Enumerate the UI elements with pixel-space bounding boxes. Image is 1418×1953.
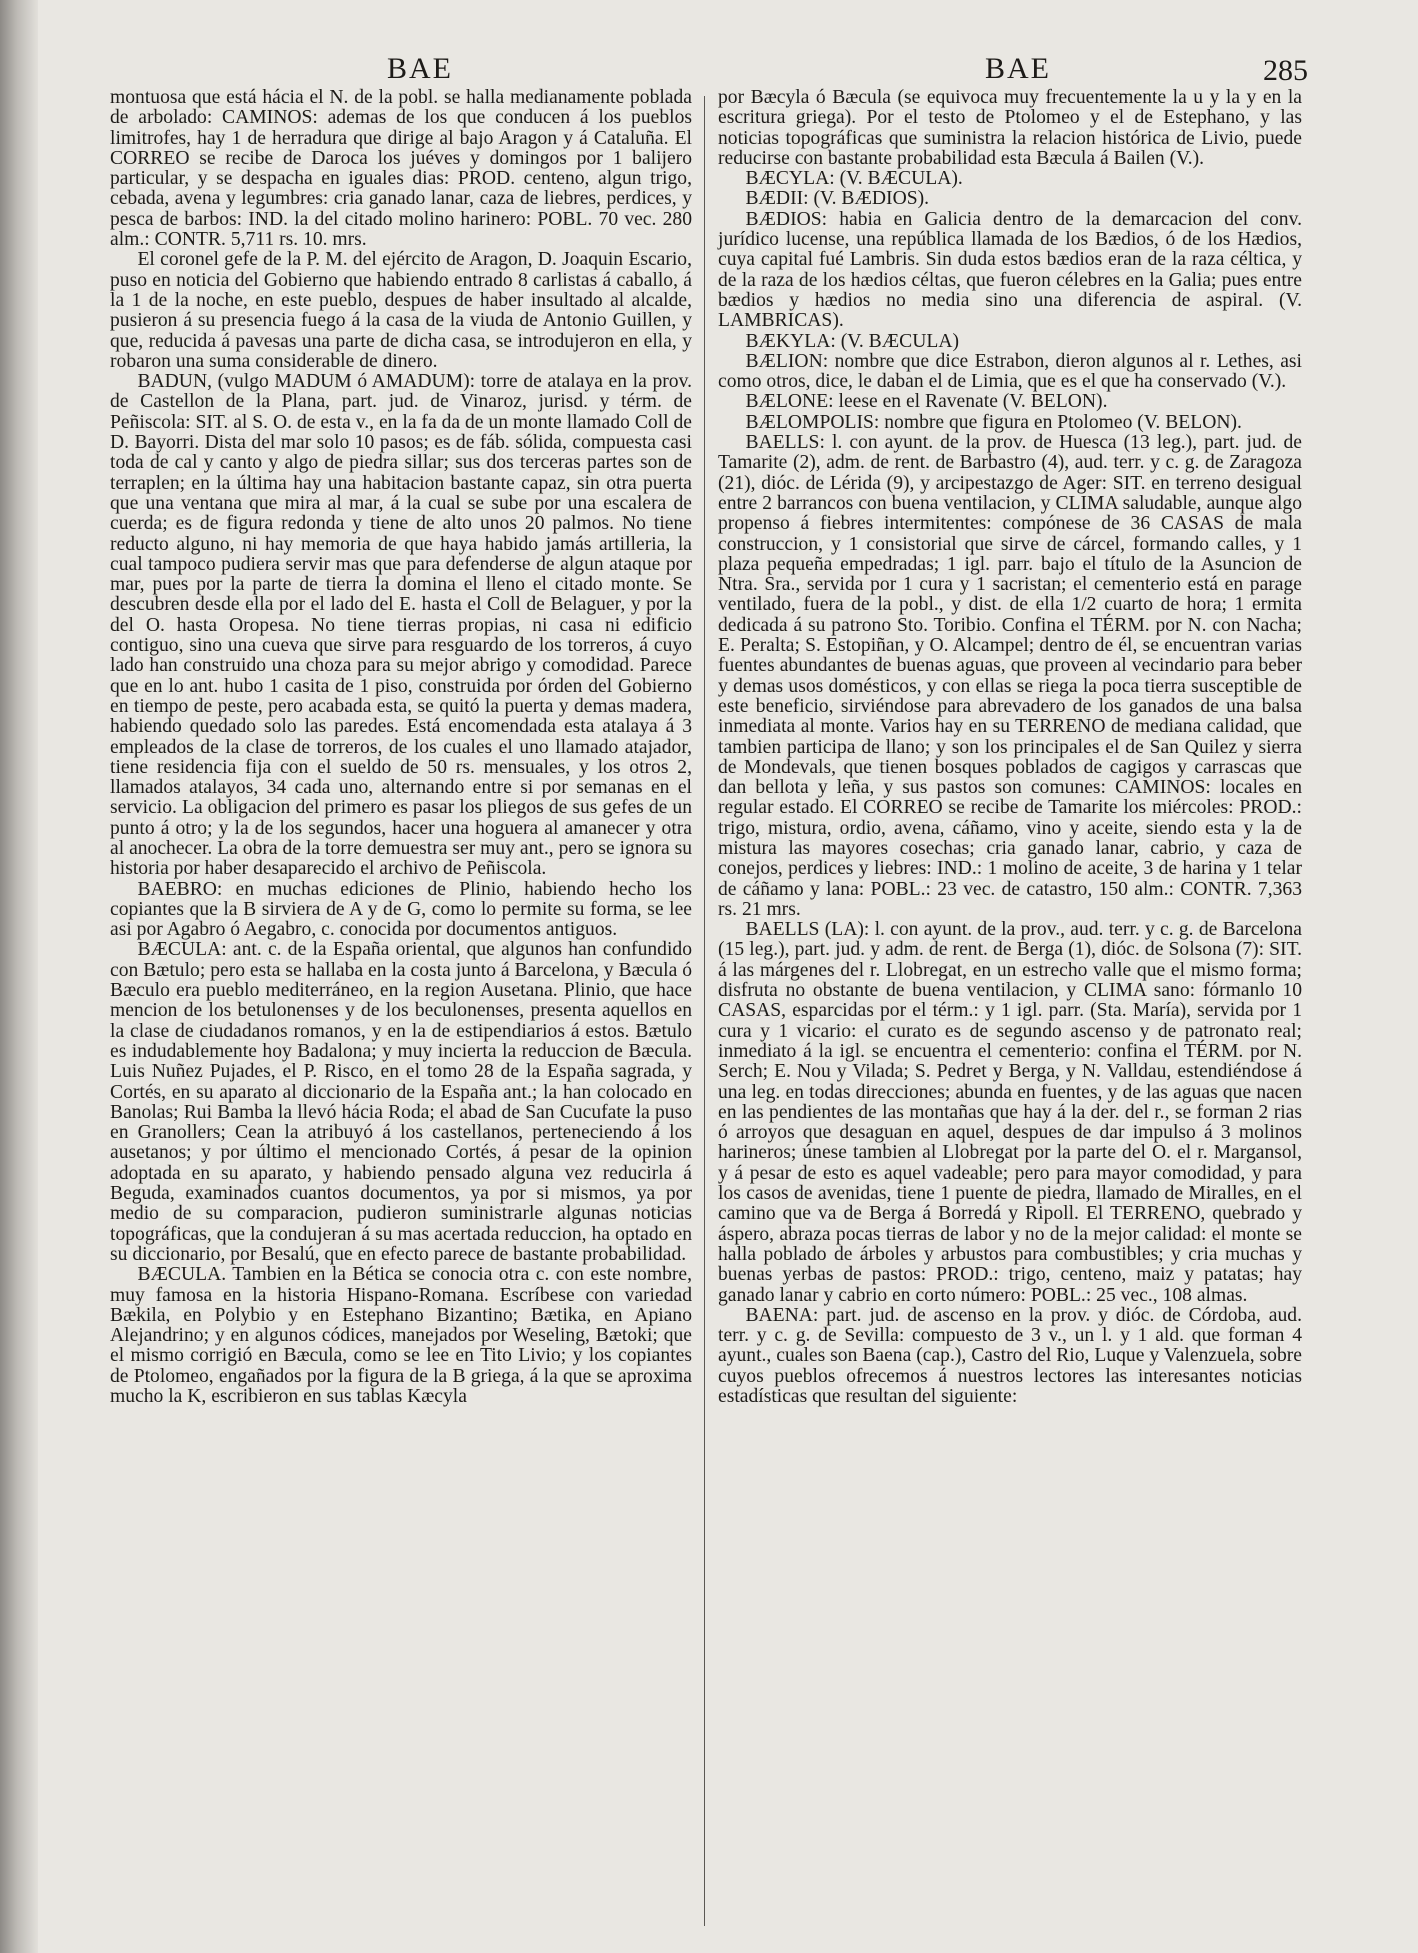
paragraph: BÆLOMPOLIS: nombre que figura en Ptolomeo (V. BELON). <box>745 411 1242 433</box>
paragraph: BADUN, (vulgo MADUM ó AMADUM): torre de atalaya en la prov. de Castellon de la Plana, part. jud. de Vinaroz, jurisd. y térm. de Peñiscola: SIT. al S. O. de esta v., en la fa da de un monte llamado Coll de D. Bayorri. Dista del mar solo 10 pasos; es de fáb. sólida, compuesta casi toda de cal y canto y algo de piedra sillar; sus dos terceras partes son de terraplen; en la última hay una habitacion bastante capaz, sin otra puerta que una ventana que mira al mar, á la cual se sube por una escalera de cuerda; es de figura redonda y tiene de alto unos 20 palmos. No tiene reducto alguno, ni hay memoria de que haya habido jamás artilleria, la cual tampoco pudiera servir mas que para defenderse de algun ataque por mar, pues por la parte de tierra la domina el lleno el citado monte. Se descubren desde ella por el lado del E. hasta el Coll de Belaguer, y por la del O. hasta Oropesa. No tiene tierras propias, ni casa ni edificio contiguo, sino una cueva que sirve para resguardo de los torreros, á cuyo lado han construido una choza para su mejor abrigo y comodidad. Parece que en lo ant. hubo 1 casita de 1 piso, construida por órden del Gobierno en tiempo de peste, pero acabada esta, se quitó la puerta y demas madera, habiendo quedado solo las paredes. Está encomendada esta atalaya á 3 empleados de la clase de torreros, de los cuales el uno llamado atajador, tiene residencia fija con el sueldo de 50 rs. mensuales, y los otros 2, llamados atalayos, 34 cada uno, alternando entre si por semanas en el servicio. La obligacion del primero es pasar los pliegos de sus gefes de un punto á otro; y la de los segundos, hacer una hoguera al amanecer y otra al anochecer. La obra de la torre demuestra ser muy ant., pero se ignora su historia por haber desaparecido el archivo de Peñiscola. <box>110 371 692 880</box>
left-column <box>110 88 692 1938</box>
paragraph: por Bæcyla ó Bæcula (se equivoca muy frecuentemente la u y la y en la escritura griega). Por el testo de Ptolomeo y el de Estephano, y las noticias topográficas que suministra la relacion histórica de Livio, puede reducirse con bastante probabilidad esta Bæcula á Bailen (V.). <box>718 87 1302 169</box>
paragraph: BÆCYLA: (V. BÆCULA). <box>745 168 963 190</box>
running-head-center: BAE <box>985 52 1051 85</box>
page-gutter-shadow <box>0 0 38 1953</box>
paragraph: montuosa que está hácia el N. de la pobl. se halla medianamente poblada de arbolado: CAMINOS: ademas de los que conducen á los pueblos limitrofes, hay 1 de herradura que dirige al bajo Aragon y á Cataluña. El CORREO se recibe de Daroca los juéves y domingos por 1 balijero particular, y se despacha en iguales dias: PROD. centeno, algun trigo, cebada, avena y legumbres: cria ganado lanar, caza de liebres, perdices, y pesca de barbos: IND. la del citado molino harinero: POBL. 70 vec. 280 alm.: CONTR. 5,711 rs. 10. mrs. <box>110 87 692 251</box>
paragraph: BÆLONE: leese en el Ravenate (V. BELON). <box>745 391 1108 413</box>
paragraph: BAELLS: l. con ayunt. de la prov. de Huesca (13 leg.), part. jud. de Tamarite (2), adm. de rent. de Barbastro (4), aud. terr. y c. g. de Zaragoza (21), dióc. de Lérida (9), y arcipestazgo de Ager: SIT. en terreno desigual entre 2 barrancos con buena ventilacion, y CLIMA saludable, aunque algo propenso á fiebres intermitentes: compónese de 36 CASAS de mala construccion, y 1 consistorial que sirve de cárcel, formando calles, y 1 plaza pequeña empedradas; 1 igl. parr. bajo el título de la Asuncion de Ntra. Sra., servida por 1 cura y 1 sacristan; el cementerio está en parage ventilado, fuera de la pobl., y dist. de ella 1/2 cuarto de hora; 1 ermita dedicada á su patrono Sto. Toribio. Confina el TÉRM. por N. con Nacha; E. Peralta; S. Estopiñan, y O. Alcampel; dentro de él, se encuentran varias fuentes abundantes de buenas aguas, que proveen al vecindario para beber y demas usos domésticos, y con ellas se riega la poca tierra susceptible de este beneficio, sirviéndose para abrevadero de los ganados de una balsa inmediata al monte. Varios hay en su TERRENO de mediana calidad, que tambien participa de llano; y son los principales el de San Quilez y sierra de Mondevals, que tienen bosques poblados de cagigos y carrascas que dan bellota y leña, y sus pastos son comunes: CAMINOS: locales en regular estado. El CORREO se recibe de Tamarite los miércoles: PROD.: trigo, mistura, ordio, avena, cáñamo, vino y aceite, siendo esta y la de mistura las mayores cosechas; cria ganado lanar, cabrio, y caza de conejos, perdices y liebres: IND.: 1 molino de aceite, 3 de harina y 1 telar de cáñamo y lana: POBL.: 23 vec. de catastro, 150 alm.: CONTR. 7,363 rs. 21 mrs. <box>718 432 1302 920</box>
paragraph: BAEBRO: en muchas ediciones de Plinio, habiendo hecho los copiantes que la B sirviera de A y de G, como lo permite su forma, se lee asi por Agabro ó Aegabro, c. conocida por documentos antiguos. <box>110 878 692 941</box>
paragraph: BAELLS (LA): l. con ayunt. de la prov., aud. terr. y c. g. de Barcelona (15 leg.), part. jud. y adm. de rent. de Berga (1), dióc. de Solsona (7): SIT. á las márgenes del r. Llobregat, en un estrecho valle que el mismo forma; disfruta no obstante de buena ventilacion, y CLIMA sano: fórmanlo 10 CASAS, esparcidas por el térm.: y 1 igl. parr. (Sta. María), servida por 1 cura y 1 vicario: el curato es de segundo ascenso y de patronato real; inmediato á la igl. se encuentra el cementerio: confina el TÉRM. por N. Serch; E. Nou y Vilada; S. Pedret y Berga, y N. Valldau, estendiéndose á una leg. en todas direcciones; abunda en fuentes, y de las aguas que nacen en las pendientes de las montañas que hay á la der. del r., se forman 2 rias ó arroyos que desaguan en aquel, despues de dar impulso á 3 molinos harineros; únese tambien al Llobregat por la parte del O. el r. Margansol, y á pesar de esto es aquel vadeable; pero para mayor comodidad, y para los casos de avenidas, tiene 1 puente de piedra, llamado de Miralles, en el camino que va de Berga á Borredá y Ripoll. El TERRENO, quebrado y áspero, abraza pocas tierras de labor y no de la mejor calidad: el monte se halla poblado de árboles y arbustos para combustibles; y cria muchas y buenas yerbas de pastos: PROD.: trigo, centeno, maiz y patatas; hay ganado lanar y cabrio en corto número: POBL.: 25 vec., 108 almas. <box>718 919 1302 1306</box>
paragraph: BÆDII: (V. BÆDIOS). <box>745 188 930 210</box>
right-column <box>718 88 1302 1938</box>
column-divider <box>704 96 705 1926</box>
paragraph: El coronel gefe de la P. M. del ejército de Aragon, D. Joaquin Escario, puso en noticia del Gobierno que habiendo entrado 8 carlistas á caballo, á la 1 de la noche, en este pueblo, despues de haber insultado al alcalde, pusieron á su presencia fuego á la casa de la viuda de Antonio Guillen, y que, reducida á pavesas una parte de dicha casa, se introdujeron en ella, y robaron una suma considerable de dinero. <box>110 249 692 372</box>
paragraph: BÆCULA. Tambien en la Bética se conocia otra c. con este nombre, muy famosa en la historia Hispano-Romana. Escríbese con variedad Bækila, en Polybio y en Estephano Bizantino; Bætika, en Apiano Alejandrino; y en algunos códices, manejados por Weseling, Bætoki; que el mismo corrigió en Bæcula, como se lee en Tito Livio; y los copiantes de Ptolomeo, engañados por la figura de la B griega, á la que se aproxima mucho la K, escribieron en sus tablas Kæcyla <box>110 1264 692 1407</box>
paragraph: BÆDIOS: habia en Galicia dentro de la demarcacion del conv. jurídico lucense, una república llamada de los Bædios, ó de los Hædios, cuya capital fué Lambris. Sin duda estos bædios eran de la raza céltica, y de la raza de los hædios céltas, que fueron célebres en la Galia; pues entre bædios y hædios no media sino una diferencia de aspiral. (V. LAMBRICAS). <box>718 208 1302 332</box>
paragraph: BAENA: part. jud. de ascenso en la prov. y dióc. de Córdoba, aud. terr. y c. g. de Sevilla: compuesto de 3 v., un l. y 1 ald. que forman 4 ayunt., cuales son Baena (cap.), Castro del Rio, Luque y Valenzuela, sobre cuyos pueblos ofrecemos á nuestros lectores las interesantes noticias estadísticas que resultan del siguiente: <box>718 1304 1302 1407</box>
paragraph: BÆKYLA: (V. BÆCULA) <box>745 330 959 352</box>
running-head-left: BAE <box>387 52 453 85</box>
paragraph: BÆLION: nombre que dice Estrabon, dieron algunos al r. Lethes, asi como otros, dice, le daban el de Limia, que es el que ha conservado (V.). <box>718 350 1302 393</box>
paragraph: BÆCULA: ant. c. de la España oriental, que algunos han confundido con Bætulo; pero esta se hallaba en la costa junto á Barcelona, y Bæcula ó Bæculo era pueblo mediterráneo, en la region Ausetana. Plinio, que hace mencion de los betulonenses y de los beculonenses, presenta aquellos en la clase de ciudadanos romanos, y en la de estipendiarios á estos. Bætulo es indudablemente hoy Badalona; y muy incierta la reduccion de Bæcula. Luis Nuñez Pujades, el P. Risco, en el tomo 28 de la España sagrada, y Cortés, en su aparato al diccionario de la España ant.; la han colocado en Banolas; Rui Bamba la llevó hácia Roda; el abad de San Cucufate la puso en Granollers; Cean la atribuyó á los castellanos, perteneciendo á los ausetanos; y por último el mencionado Cortés, á pesar de la opinion adoptada en su aparato, y habiendo pensado alguna vez reducirla á Beguda, examinados cuantos documentos, ya por si mismos, ya por medio de su comparacion, pudieron suministrarle algunas noticias topográficas, que la condujeran á su mas acertada reduccion, ha optado en su diccionario, por Besalú, que en efecto parece de bastante probabilidad. <box>110 939 692 1265</box>
page-number: 285 <box>1263 54 1308 87</box>
